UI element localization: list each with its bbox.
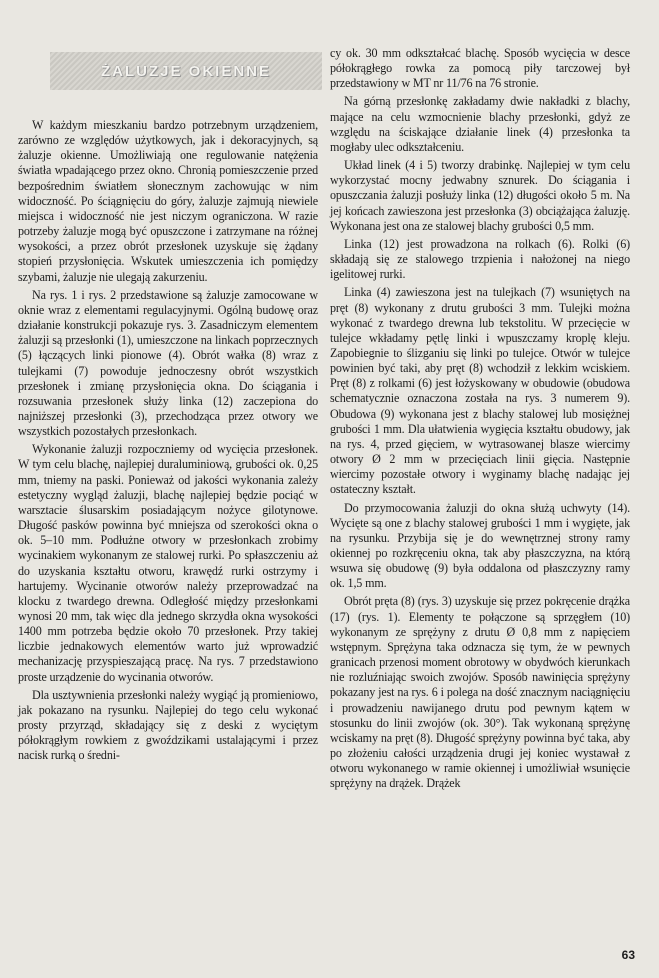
title-band [50, 52, 322, 90]
left-column [18, 118, 318, 767]
paragraph: Do przymocowania żaluzji do okna służą uchwyty (14). Wycięte są one z blachy stalowej grubości 1 mm i wygięte, jak na rysunku. Przybija się je do wewnętrznej strony ramy okiennej po rozkręceniu okna, tak aby płaszczyzna, na którą wsuwa się obudowę (9) była oddalona od płaszczyzny ramy ok. 1,5 mm. [330, 500, 630, 591]
paragraph: Wykonanie żaluzji rozpoczniemy od wycięcia przesłonek. W tym celu blachę, najlepiej duraluminiową, grubości ok. 0,25 mm, tniemy na paski. Ponieważ od jakości wykonania zależy estetyczny wygląd żaluzji, blachę najlepiej będzie pociąć w warsztacie ślusarskim posiadającym nożyce gilotynowe. Długość pasków powinna być mniejsza od szerokości okna o ok. 5–10 mm. Podłużne otwory w przesłonkach zrobimy wycinakiem wykonanym ze stalowej rurki. Po spłaszczeniu aż do uzyskania kształtu otworu, krawędź rurki ostrzymy i hartujemy. Wycinanie otworów należy przeprowadzać na klocku z twardego drewna. Odległość między przesłonkami wynosi 20 mm, tak więc dla jednego skrzydła okna wysokości 1400 mm potrzeba będzie około 70 przesłonek. Przy takiej liczbie jednakowych elementów warto już wprowadzić mechanizację przyspieszającą pracę. Na rys. 7 przedstawiono proste urządzenie do wycinania otworów. [18, 442, 318, 684]
paragraph: Układ linek (4 i 5) tworzy drabinkę. Najlepiej w tym celu wykorzystać mocny jedwabny sznurek. Do ściągania i opuszczania żaluzji posłuży linka (12) długości około 5 m. Na jej końcach zawieszona jest przesłonka (3) obciążająca żaluzję. Wykonana jest ona ze stalowej blachy grubości 0,5 mm. [330, 158, 630, 233]
paragraph: cy ok. 30 mm odkształcać blachę. Sposób wycięcia w desce półokrągłego rowka za pomocą piły tarczowej był przedstawiony w MT nr 11/76 na 76 stronie. [330, 46, 630, 91]
paragraph: Na górną przesłonkę zakładamy dwie nakładki z blachy, mające na celu wzmocnienie blachy przesłonki, gdyż ze względu na ściskające działanie linek (4) przesłonka ta mogłaby ulec odkształceniu. [330, 94, 630, 154]
paragraph: W każdym mieszkaniu bardzo potrzebnym urządzeniem, zarówno ze względów użytkowych, jak i dekoracyjnych, są żaluzje okienne. Umożliwiają one regulowanie natężenia światła wpadającego przez okno. Chronią pomieszczenie przed bezpośrednim światłem słonecznym zachowując w nim widoczność. Po ściągnięciu do góry, żaluzje zajmują niewiele miejsca i widoczność nie jest niczym ograniczona. W razie potrzeby żaluzje mogą być opuszczone i zatrzymane na różnej wysokości, a przez obrót przesłonek uzyskuje się żądany stopień przysłonięcia. Wskutek umieszczenia ich pomiędzy szybami, żaluzje nie ulegają zakurzeniu. [18, 118, 318, 284]
paragraph: Na rys. 1 i rys. 2 przedstawione są żaluzje zamocowane w oknie wraz z elementami regulacyjnymi. Ogólną budowę oraz działanie konstrukcji pokazuje rys. 3. Zasadniczym elementem żaluzji są przesłonki (1), umieszczone na linkach poprzecznych (5) łączących linki pionowe (4). Obrót wałka (8) wraz z tulejkami (7) powoduje jednoczesny obrót wszystkich przesłonek i zmianę przysłonięcia okna. Do ściągania i rozsuwania przesłonek służy linka (12) zaczepiona do najniższej przesłonki (3), przechodząca przez otwory we wszystkich pozostałych przesłonkach. [18, 287, 318, 439]
paragraph: Linka (12) jest prowadzona na rolkach (6). Rolki (6) składają się ze stalowego trzpienia i nałożonej na niego igelitowej rurki. [330, 236, 630, 282]
paragraph: Dla usztywnienia przesłonki należy wygiąć ją promieniowo, jak pokazano na rysunku. Najlepiej do tego celu wykonać prosty przyrząd, składający się z deski z wyciętym półokrągłym rowkiem z gwoździkami ustalającymi i przez nacisk rurką o średni- [18, 687, 318, 763]
paragraph: Obrót pręta (8) (rys. 3) uzyskuje się przez pokręcenie drążka (17) (rys. 1). Elementy te połączone są sprzęgłem (10) wykonanym ze sprężyny z drutu Ø 0,8 mm z napięciem wstępnym. Sprężyna taka odznacza się tym, że w pewnych granicach przenosi moment obrotowy w obydwóch kierunkach nie rozluźniając swoich zwojów. Sposób nawinięcia sprężyny pokazany jest na rys. 6 i polega na dość znacznym naciągnięciu i prowadzeniu nawijanego drutu pod pewnym kątem w stosunku do linii zwojów (ok. 30°). Tak wykonaną sprężynę wciskamy na pręt (8). Długość sprężyny powinna być taka, aby po złożeniu całości urządzenia drugi jej koniec wystawał z otworu wykonanego w ramie okiennej i umożliwiał wsunięcie sprężyny na drążek. Drążek [330, 594, 630, 791]
right-column [330, 46, 630, 795]
paragraph: Linka (4) zawieszona jest na tulejkach (7) wsuniętych na pręt (8) wykonany z drutu grubości 3 mm. Tulejki można wykonać z twardego drewna lub tekstolitu. W przecięcie w tulejce wkładamy pętlę linki i wpuszczamy kroplę kleju. Zapobiegnie to ślizganiu się linki po tulejce. Otwór w tulejce powinien być taki, aby pręt (8) wchodził z lekkim wciskiem. Pręt (8) z rolkami (6) jest łożyskowany w obudowie (obudowa schematycznie oznaczona została na rys. 3 numerem 9). Obudowa (9) wykonana jest z blachy stalowej lub mosiężnej grubości 1 mm. Dla ułatwienia wygięcia kształtu obudowy, jak na rys. 4, przed gięciem, w wytrasowanej blasze wiercimy otwory Ø 2 mm w przecięciach linii gięcia. Następnie wiercimy pozostałe otwory i wyginamy blachę nadając jej ostateczny kształt. [330, 285, 630, 497]
article-title: ŻALUZJE OKIENNE [100, 62, 271, 80]
page-number: 63 [621, 948, 635, 962]
